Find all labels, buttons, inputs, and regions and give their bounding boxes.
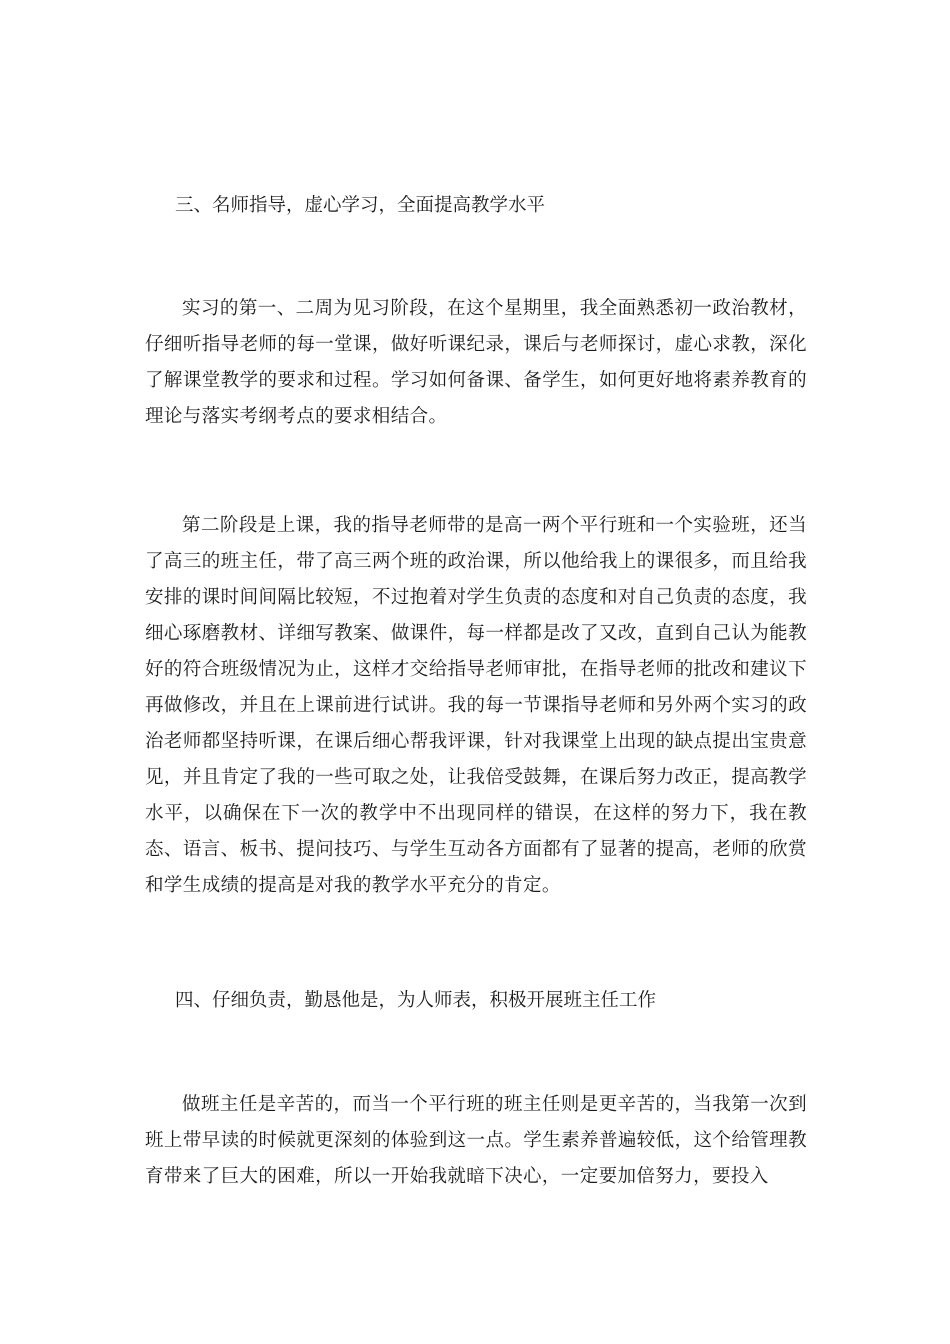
paragraph-observation-stage: 实习的第一、二周为见习阶段，在这个星期里，我全面熟悉初一政治教材，仔细听指导老师的每一堂课，做好听课纪录，课后与老师探讨，虚心求教，深化了解课堂教学的要求和过程。学习如何备课、备学生，如何更好地将素养教育的理论与落实考纲考点的要求相结合。 [145,298,807,427]
section-heading-3: 三、名师指导，虚心学习，全面提高教学水平 [175,195,546,216]
section-heading-4: 四、仔细负责，勤恳他是，为人师表，积极开展班主任工作 [175,990,657,1011]
paragraph-teaching-stage: 第二阶段是上课，我的指导老师带的是高一两个平行班和一个实验班，还当了高三的班主任，带了高三两个班的政治课，所以他给我上的课很多，而且给我安排的课时间间隔比较短，不过抱着对学生负责的态度和对自己负责的态度，我细心琢磨教材、详细写教案、做课件，每一样都是改了又改，直到自己认为能教好的符合班级情况为止，这样才交给指导老师审批，在指导老师的批改和建议下再做修改，并且在上课前进行试讲。我的每一节课指导老师和另外两个实习的政治老师都坚持听课，在课后细心帮我评课，针对我课堂上出现的缺点提出宝贵意见，并且肯定了我的一些可取之处，让我倍受鼓舞，在课后努力改正，提高教学水平，以确保在下一次的教学中不出现同样的错误，在这样的努力下，我在教态、语言、板书、提问技巧、与学生互动各方面都有了显著的提高，老师的欣赏和学生成绩的提高是对我的教学水平充分的肯定。 [145,515,807,896]
paragraph-class-teacher: 做班主任是辛苦的，而当一个平行班的班主任则是更辛苦的，当我第一次到班上带早读的时候就更深刻的体验到这一点。学生素养普遍较低，这个给管理教育带来了巨大的困难，所以一开始我就暗下决心，一定要加倍努力，要投入 [145,1094,807,1187]
